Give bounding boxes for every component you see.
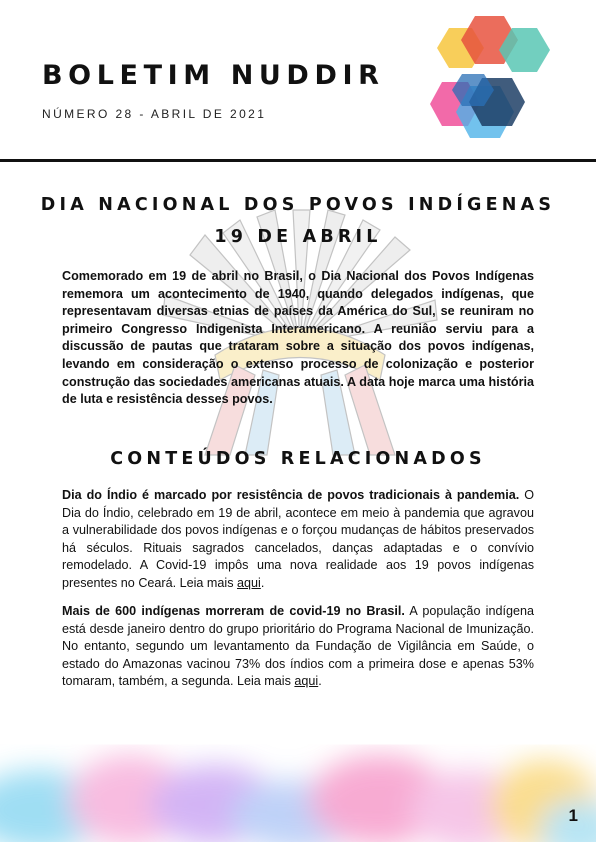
article-heading-line1: DIA NACIONAL DOS POVOS INDÍGENAS	[40, 195, 556, 215]
read-more-link[interactable]: aqui	[237, 575, 261, 590]
newsletter-header	[0, 0, 596, 160]
related-item	[62, 603, 534, 691]
read-more-link[interactable]: aqui	[294, 674, 319, 689]
page-number: 1	[568, 806, 578, 825]
article-heading-line2: 19 DE ABRIL	[214, 227, 382, 247]
related-item	[62, 487, 534, 593]
article-intro-paragraph: Comemorado em 19 de abril no Brasil, o Dia Nacional dos Povos Indígenas rememora um acontecimento de 1940, quando delegados indígenas, que representavam diversas etnias de países da América do Sul, se reuniram no primeiro Congresso Indigenista Interamericano. A reuniâo serviu para a discussão de pautas que trataram sobre a situação dos povos indígenas, levando em consideração o extenso processo de colonização e posterior construção das sociedades americanas atuais. A data hoje marca uma história de luta e resistência desses povos.	[62, 269, 534, 407]
related-item-headline: Dia do Índio é marcado por resistência de povos tradicionais à pandemia.	[62, 488, 520, 502]
newsletter-title: BOLETIM NUDDIR	[42, 60, 385, 91]
related-item-end: .	[260, 575, 265, 590]
related-content-heading: CONTEÚDOS RELACIONADOS	[110, 449, 486, 469]
issue-subtitle: NÚMERO 28 - ABRIL DE 2021	[42, 107, 267, 121]
header-divider	[0, 159, 596, 162]
related-item-body: A população indígena está desde janeiro dentro do grupo prioritário do Programa Nacional de Imunização. No entanto, segundo um levantamento da Fundação de Vigilância em Saúde, o estado do Amazonas vacinou 73% dos índios com a primeira dose e apenas 53% tomaram, também, a segunda. Leia mais	[62, 604, 534, 689]
related-item-end: .	[318, 674, 322, 689]
related-item-headline: Mais de 600 indígenas morreram de covid-19 no Brasil.	[62, 604, 405, 618]
related-item-body: O Dia do Índio, celebrado em 19 de abril, acontece em meio à pandemia que agravou a vulnerabilidade dos povos indígenas e o forçou mudanças de hábitos preservados há séculos. Rituais sagrados cancelados, danças adaptadas e o convívio remodelado. A Covid-19 impôs uma nova realidade aos 19 povos indígenas presentes no Ceará. Leia mais	[62, 488, 534, 590]
hexagon-logo	[412, 12, 557, 148]
watercolor-footer-decoration	[0, 700, 596, 842]
